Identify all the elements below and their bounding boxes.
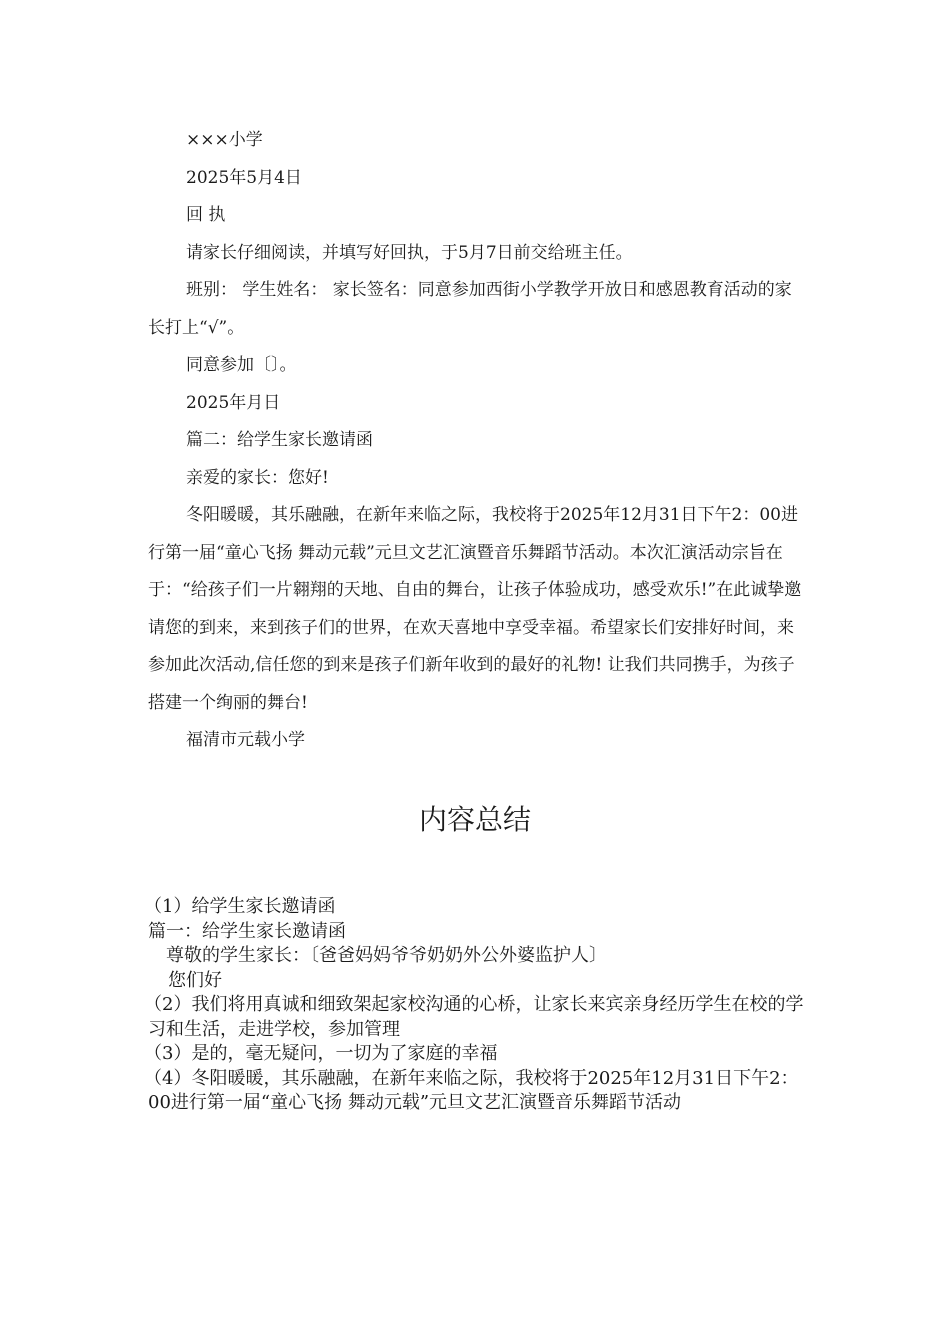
summary-list	[144, 895, 808, 1116]
part-two-title: 篇二：给学生家长邀请函	[186, 430, 373, 450]
summary-item-1: （1）给学生家长邀请函	[144, 896, 336, 917]
summary-title: 内容总结	[418, 803, 531, 836]
school-name: ×××小学	[186, 130, 263, 150]
receipt-fields: 班别： 学生姓名： 家长签名：同意参加西街小学教学开放日和感恩教育活动的家长打上“√”。	[148, 280, 792, 338]
school-signature: 福清市元载小学	[186, 730, 305, 750]
summary-item-4: （4）冬阳暖暖，其乐融融，在新年来临之际，我校将于2025年12月31日下午2：00进行第一届“童心飞扬 舞动元载”元旦文艺汇演暨音乐舞蹈节活动	[144, 1067, 799, 1113]
blank-date: 2025年月日	[186, 392, 281, 413]
greeting: 亲爱的家长：您好!	[186, 467, 329, 488]
receipt-instruction: 请家长仔细阅读，并填写好回执，于5月7日前交给班主任。	[186, 242, 633, 263]
receipt-title: 回 执	[186, 205, 226, 225]
summary-item-2: （2）我们将用真诚和细致架起家校沟通的心桥，让家长来宾亲身经历学生在校的学习和生活，走进学校，参加管理	[144, 994, 804, 1040]
summary-item-1-line-4: 您们好	[168, 969, 222, 991]
summary-item-1-line-3: 尊敬的学生家长：〔爸爸妈妈爷爷奶奶外公外婆监护人〕	[166, 945, 607, 966]
summary-item-1-line-2: 篇一：给学生家长邀请函	[148, 920, 346, 942]
agree-line: 同意参加〔〕。	[186, 355, 297, 375]
letter-body	[148, 122, 808, 760]
invitation-paragraph: 冬阳暖暖，其乐融融，在新年来临之际，我校将于2025年12月31日下午2：00进行第一届“童心飞扬 舞动元载”元旦文艺汇演暨音乐舞蹈节活动。本次汇演活动宗旨在于：“给孩子们一片翱翔的天地、自由的舞台，让孩子体验成功，感受欢乐!”在此诚挚邀请您的到来，来到孩子们的世界，在欢天喜地中享受幸福。希望家长们安排好时间，来参加此次活动,信任您的到来是孩子们新年收到的最好的礼物! 让我们共同携手，为孩子搭建一个绚丽的舞台!	[148, 505, 802, 713]
summary-item-3: （3）是的，毫无疑问，一切为了家庭的幸福	[144, 1043, 498, 1064]
letter-date: 2025年5月4日	[186, 167, 302, 188]
